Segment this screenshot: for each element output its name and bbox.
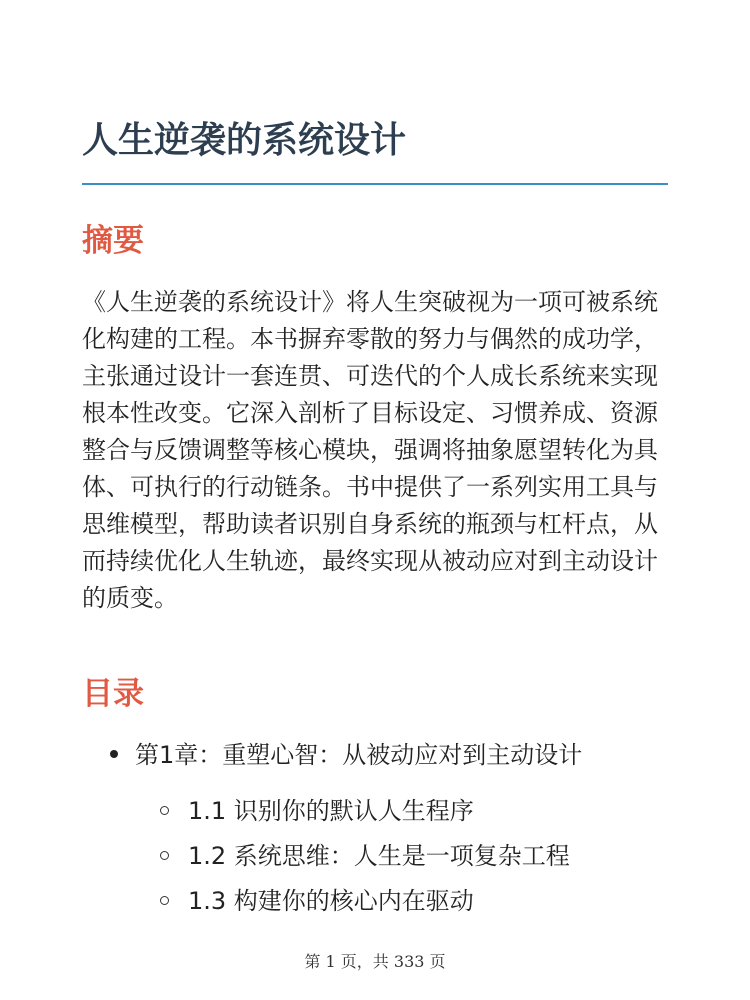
toc-section-1-1[interactable] — [160, 794, 474, 828]
toc-section-label: 1.1 识别你的默认人生程序 — [188, 797, 474, 825]
toc-section-label: 1.2 系统思维：人生是一项复杂工程 — [188, 842, 570, 870]
book-title: 人生逆袭的系统设计 — [82, 120, 407, 161]
toc-section-label: 1.3 构建你的核心内在驱动 — [188, 887, 474, 915]
abstract-heading: 摘要 — [82, 223, 144, 259]
bullet-circle-icon — [160, 896, 169, 905]
bullet-circle-icon — [160, 806, 169, 815]
page-number: 第 1 页，共 333 页 — [304, 952, 446, 971]
toc-chapter-label: 第1章：重塑心智：从被动应对到主动设计 — [135, 741, 583, 769]
bullet-disc-icon — [110, 750, 118, 758]
toc-heading: 目录 — [82, 676, 144, 712]
title-divider — [82, 183, 668, 185]
toc-section-1-2[interactable] — [160, 839, 570, 873]
toc-section-1-3[interactable] — [160, 884, 474, 918]
bullet-circle-icon — [160, 851, 169, 860]
abstract-paragraph: 《人生逆袭的系统设计》将人生突破视为一项可被系统化构建的工程。本书摒弃零散的努力与偶然的成功学，主张通过设计一套连贯、可迭代的个人成长系统来实现根本性改变。它深入剖析了目标设定、习惯养成、资源整合与反馈调整等核心模块，强调将抽象愿望转化为具体、可执行的行动链条。书中提供了一系列实用工具与思维模型，帮助读者识别自身系统的瓶颈与杠杆点，从而持续优化人生轨迹，最终实现从被动应对到主动设计的质变。 — [82, 288, 658, 612]
toc-chapter-1[interactable] — [110, 738, 582, 772]
